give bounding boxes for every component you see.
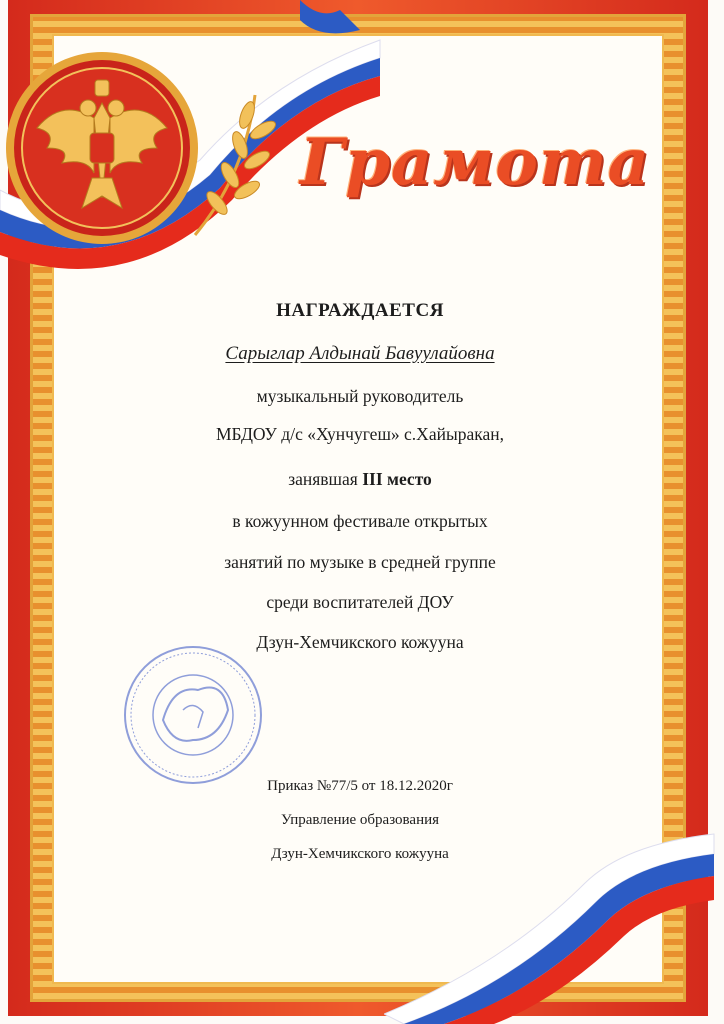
achievement-line-3: среди воспитателей ДОУ (266, 592, 454, 612)
certificate-title: Грамота (300, 125, 651, 200)
achievement-line-4: Дзун-Хемчикского кожууна (256, 632, 464, 652)
place-value: III место (362, 469, 432, 489)
round-seal-stamp-icon (118, 640, 268, 790)
achievement-line-1: в кожуунном фестивале открытых (232, 511, 488, 531)
place-prefix: занявшая (288, 469, 363, 489)
recipient-name: Сарыглар Алдынай Бавуулайовна (225, 343, 495, 364)
laurel-branch-icon (185, 85, 305, 245)
coat-of-arms-emblem-icon (2, 48, 202, 248)
place-line (130, 467, 590, 492)
recipient-position: музыкальный руководитель (256, 386, 464, 406)
recipient-organization: МБДОУ д/с «Хунчугеш» с.Хайыракан, (216, 424, 504, 444)
flag-ribbon-bottom-icon (384, 824, 724, 1024)
issuer-line-1: Управление образования (280, 812, 440, 828)
issuer-line-2: Дзун-Хемчикского кожууна (271, 846, 449, 862)
order-reference: Приказ №77/5 от 18.12.2020г (267, 778, 453, 794)
awarded-heading: НАГРАЖДАЕТСЯ (276, 300, 444, 321)
achievement-line-2: занятий по музыке в средней группе (224, 552, 496, 572)
